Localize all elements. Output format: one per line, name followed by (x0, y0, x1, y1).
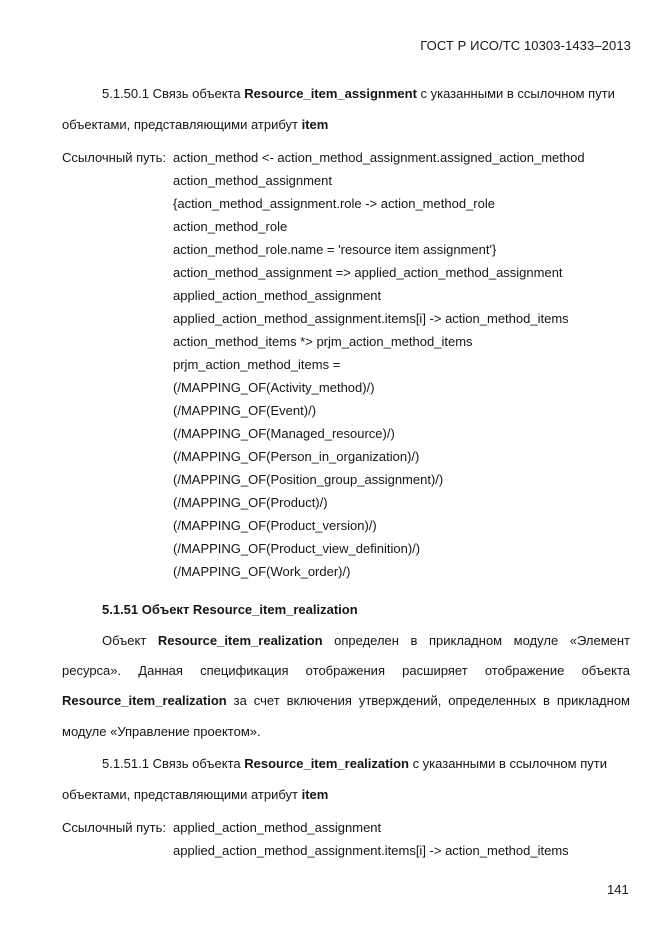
body-line-4: модуле «Управление проектом». (62, 724, 261, 739)
reference-path-line: (/MAPPING_OF(Person_in_organization)/) (173, 449, 420, 464)
reference-path-line: applied_action_method_assignment (173, 288, 382, 303)
reference-path-line: (/MAPPING_OF(Product)/) (173, 495, 328, 510)
reference-path-label: Ссылочный путь: (62, 150, 166, 165)
reference-path-line: action_method_assignment => applied_action_method_assignment (173, 265, 563, 280)
section-heading-5-1-51: 5.1.51 Объект Resource_item_realization (102, 602, 358, 617)
subsection-heading-5-1-51-1-cont: объектами, представляющими атрибут item (62, 787, 329, 802)
reference-path-line: action_method_items *> prjm_action_method_items (173, 334, 473, 349)
subsection-heading-5-1-51-1: 5.1.51.1 Связь объекта Resource_item_realization с указанными в ссылочном пути (102, 756, 607, 771)
reference-path-line: applied_action_method_assignment (173, 820, 382, 835)
reference-path-line: prjm_action_method_items = (173, 357, 341, 372)
reference-path-line: action_method_role.name = 'resource item assignment'} (173, 242, 497, 257)
body-line-1: Объект Resource_item_realization определен в прикладном модуле «Элемент (102, 633, 630, 648)
reference-path-line: {action_method_assignment.role -> action_method_role (173, 196, 495, 211)
reference-path-line: action_method_role (173, 219, 288, 234)
subsection-heading-5-1-50-1: 5.1.50.1 Связь объекта Resource_item_assignment с указанными в ссылочном пути (102, 86, 615, 101)
subsection-heading-5-1-50-1-cont: объектами, представляющими атрибут item (62, 117, 329, 132)
reference-path-line: (/MAPPING_OF(Managed_resource)/) (173, 426, 395, 441)
reference-path-line: (/MAPPING_OF(Position_group_assignment)/) (173, 472, 444, 487)
reference-path-line: (/MAPPING_OF(Product_version)/) (173, 518, 377, 533)
reference-path-label: Ссылочный путь: (62, 820, 166, 835)
reference-path-line: action_method_assignment (173, 173, 332, 188)
body-line-2: ресурса». Данная спецификация отображения расширяет отображение объекта (62, 663, 630, 678)
document-header: ГОСТ Р ИСО/ТС 10303-1433–2013 (420, 38, 631, 53)
reference-path-line: (/MAPPING_OF(Activity_method)/) (173, 380, 375, 395)
reference-path-line: (/MAPPING_OF(Product_view_definition)/) (173, 541, 421, 556)
reference-path-line: applied_action_method_assignment.items[i] -> action_method_items (173, 311, 569, 326)
reference-path-line: (/MAPPING_OF(Event)/) (173, 403, 317, 418)
reference-path-line: (/MAPPING_OF(Work_order)/) (173, 564, 351, 579)
reference-path-line: applied_action_method_assignment.items[i] -> action_method_items (173, 843, 569, 858)
reference-path-line: action_method <- action_method_assignment.assigned_action_method (173, 150, 585, 165)
body-line-3: Resource_item_realization за счет включения утверждений, определенных в прикладном (62, 693, 630, 708)
page-number: 141 (607, 882, 629, 897)
